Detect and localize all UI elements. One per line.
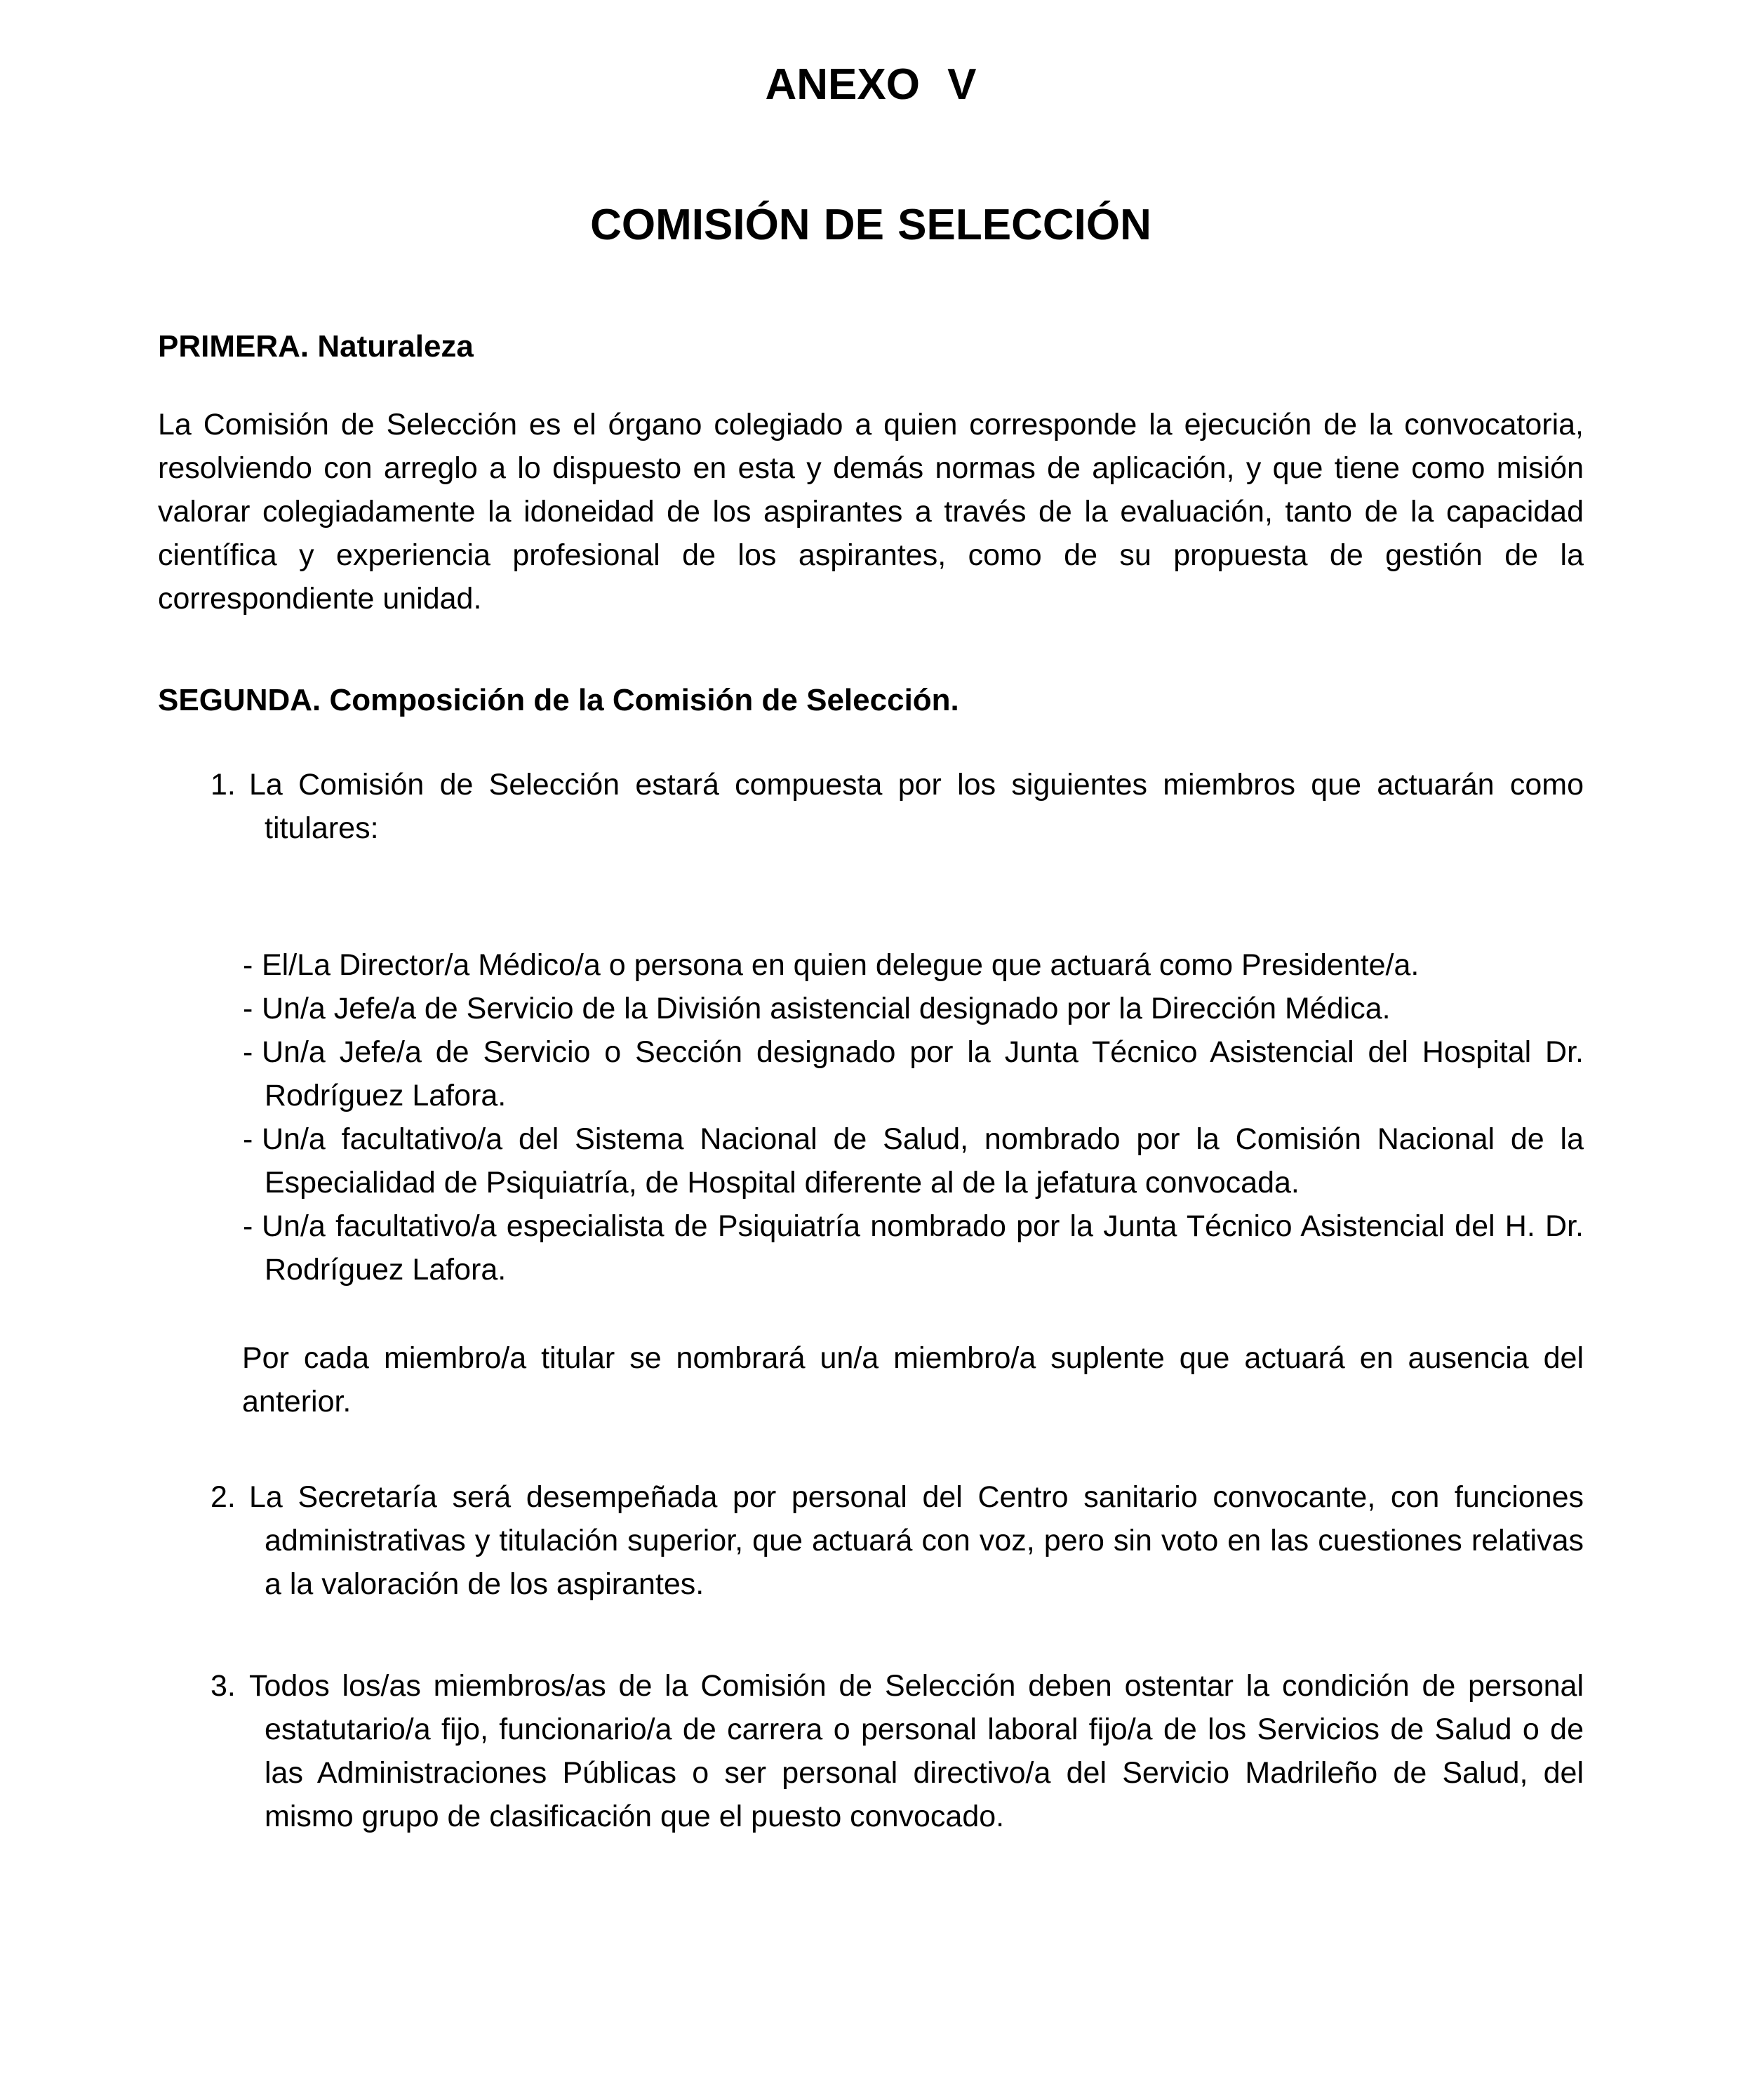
numbered-item-1-text: La Comisión de Selección estará compuesta por los siguientes miembros que actuarán como titulares: bbox=[249, 768, 1584, 845]
dash-marker: - bbox=[243, 992, 253, 1025]
numbered-item-1 bbox=[158, 763, 1584, 850]
numbered-item-3 bbox=[158, 1664, 1584, 1838]
member-item-text: Un/a facultativo/a del Sistema Nacional de Salud, nombrado por la Comisión Nacional de la Especialidad de Psiquiatría, de Hospital diferente al de la jefatura convocada. bbox=[262, 1122, 1584, 1199]
numbered-item-2-marker: 2. bbox=[211, 1480, 236, 1514]
member-item-text: Un/a Jefe/a de Servicio de la División asistencial designado por la Dirección Médica. bbox=[262, 992, 1391, 1025]
page-subtitle: COMISIÓN DE SELECCIÓN bbox=[590, 201, 1151, 249]
member-item bbox=[158, 1117, 1584, 1204]
dash-marker: - bbox=[243, 1035, 253, 1069]
member-item-text: El/La Director/a Médico/a o persona en quien delegue que actuará como Presidente/a. bbox=[262, 948, 1420, 982]
heading-primera: PRIMERA. Naturaleza bbox=[158, 329, 474, 364]
members-list bbox=[158, 943, 1584, 1291]
numbered-item-3-marker: 3. bbox=[211, 1669, 236, 1703]
dash-marker: - bbox=[243, 1209, 253, 1243]
dash-marker: - bbox=[243, 948, 253, 982]
numbered-item-2 bbox=[158, 1475, 1584, 1606]
numbered-item-3-text: Todos los/as miembros/as de la Comisión de Selección deben ostentar la condición de personal estatutario/a fijo, funcionario/a de carrera o personal laboral fijo/a de los Servicios de Salud o de las Administraciones Públicas o ser personal directivo/a del Servicio Madrileño de Salud, del mismo grupo de clasificación que el puesto convocado. bbox=[249, 1669, 1584, 1833]
heading-segunda: SEGUNDA. Composición de la Comisión de Selección. bbox=[158, 683, 959, 717]
member-item bbox=[158, 943, 1584, 987]
member-item bbox=[158, 1030, 1584, 1117]
paragraph-naturaleza: La Comisión de Selección es el órgano colegiado a quien corresponde la ejecución de la convocatoria, resolviendo con arreglo a lo dispuesto en esta y demás normas de aplicación, y que tiene como misión valorar colegiadamente la idoneidad de los aspirantes a través de la evaluación, tanto de la capacidad científica y experiencia profesional de los aspirantes, como de su propuesta de gestión de la correspondiente unidad. bbox=[158, 408, 1584, 616]
member-item bbox=[158, 987, 1584, 1030]
page-title: ANEXO V bbox=[765, 60, 977, 109]
member-item bbox=[158, 1204, 1584, 1291]
paragraph-suplente-note: Por cada miembro/a titular se nombrará un/a miembro/a suplente que actuará en ausencia del anterior. bbox=[242, 1341, 1584, 1418]
member-item-text: Un/a facultativo/a especialista de Psiquiatría nombrado por la Junta Técnico Asistencial del H. Dr. Rodríguez Lafora. bbox=[262, 1209, 1584, 1287]
numbered-item-1-marker: 1. bbox=[211, 768, 236, 802]
numbered-item-2-text: La Secretaría será desempeñada por personal del Centro sanitario convocante, con funciones administrativas y titulación superior, que actuará con voz, pero sin voto en las cuestiones relativas a la valoración de los aspirantes. bbox=[249, 1480, 1584, 1601]
dash-marker: - bbox=[243, 1122, 253, 1156]
member-item-text: Un/a Jefe/a de Servicio o Sección designado por la Junta Técnico Asistencial del Hospital Dr. Rodríguez Lafora. bbox=[262, 1035, 1584, 1112]
